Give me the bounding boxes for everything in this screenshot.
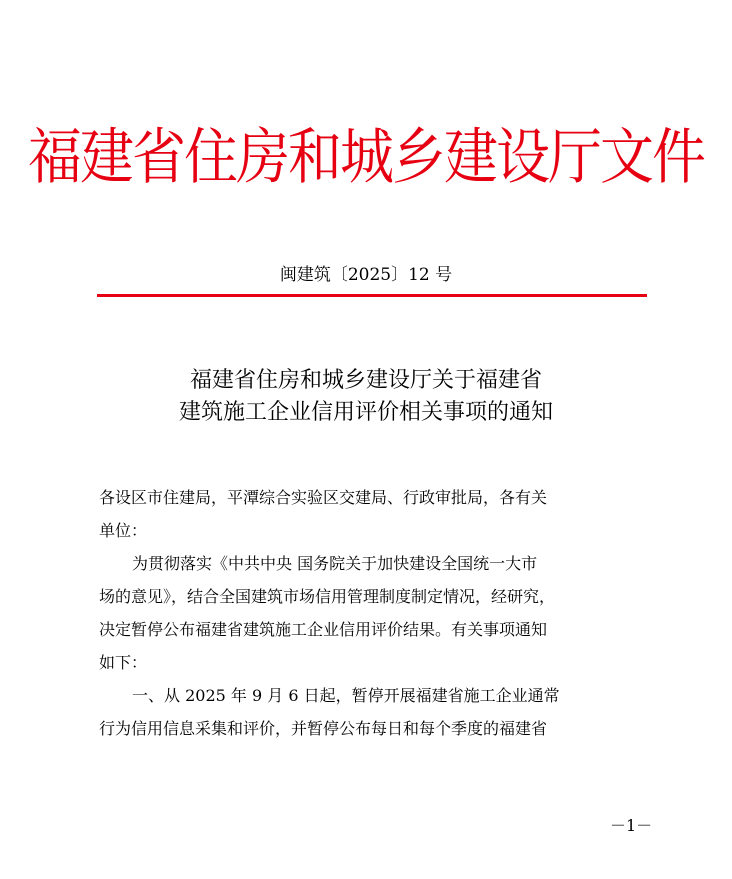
body-line: 为贯彻落实《中共中央 国务院关于加快建设全国统一大市: [132, 554, 538, 573]
body-line: 决定暂停公布福建省建筑施工企业信用评价结果。有关事项通知: [99, 620, 548, 639]
page-number: －1－: [610, 816, 653, 835]
title-line-2: 建筑施工企业信用评价相关事项的通知: [178, 400, 553, 425]
body-line: 一、从 2025 年 9 月 6 日起，暂停开展福建省施工企业通常: [132, 686, 560, 705]
body-line: 行为信用信息采集和评价，并暂停公布每日和每个季度的福建省: [99, 719, 548, 738]
body-line: 各设区市住建局，平潭综合实验区交建局、行政审批局，各有关: [99, 488, 548, 507]
document-number: 闽建筑〔2025〕12 号: [279, 265, 453, 285]
document-body: [99, 481, 647, 745]
title-line-1: 福建省住房和城乡建设厅关于福建省: [189, 368, 542, 393]
body-line: 单位：: [99, 521, 148, 540]
document-title: [0, 365, 732, 429]
body-line: 场的意见》，结合全国建筑市场信用管理制度制定情况，经研究，: [99, 587, 556, 606]
red-divider-line: [97, 294, 647, 297]
body-line: 如下：: [99, 653, 148, 672]
issuer-header: 福建省住房和城乡建设厅文件: [28, 121, 704, 192]
